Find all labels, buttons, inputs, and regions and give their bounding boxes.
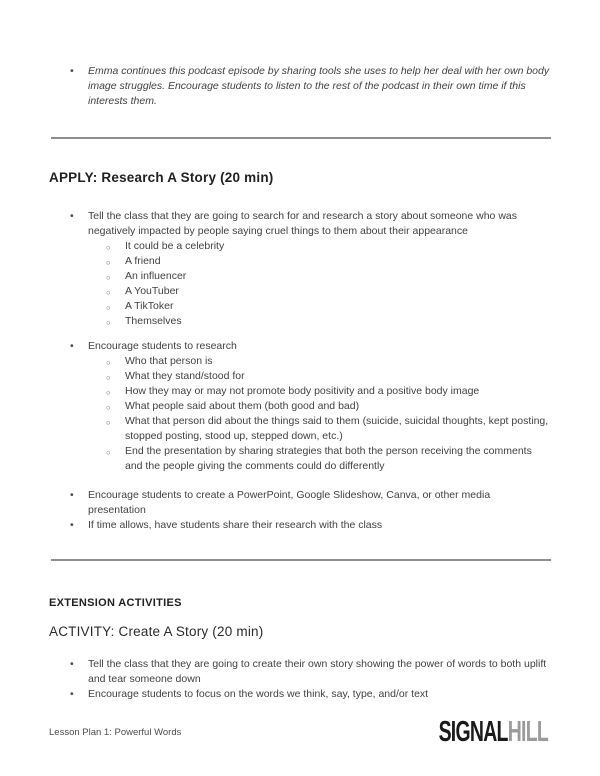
bullet-item: • If time allows, have students share their research with the class bbox=[49, 518, 550, 533]
footer-lesson-title: Lesson Plan 1: Powerful Words bbox=[49, 727, 182, 738]
sub-bullet-item: ○ A TikToker bbox=[49, 299, 550, 314]
sub-bullet-item: ○ What people said about them (both good and bad) bbox=[49, 399, 550, 414]
section-divider-top bbox=[51, 137, 551, 139]
sub-bullet-item: ○ End the presentation by sharing strategies that both the person receiving the comments and the people giving the comments could do differently bbox=[49, 444, 550, 474]
sub-bullet-item: ○ A YouTuber bbox=[49, 284, 550, 299]
bullet-item: • Tell the class that they are going to search for and research a story about someone who was negatively impacted by people saying cruel things to them about their appearance bbox=[49, 209, 550, 239]
sub-bullet-item: ○ How they may or may not promote body positivity and a positive body image bbox=[49, 384, 550, 399]
activity-heading: ACTIVITY: Create A Story (20 min) bbox=[49, 624, 264, 639]
bullet-item: • Encourage students to create a PowerPoint, Google Slideshow, Canva, or other media presentation bbox=[49, 488, 550, 518]
sub-bullet-item: ○ A friend bbox=[49, 254, 550, 269]
sub-bullet-item: ○ What they stand/stood for bbox=[49, 369, 550, 384]
apply-sublist-1 bbox=[49, 239, 550, 329]
extension-activities-heading: EXTENSION ACTIVITIES bbox=[49, 597, 182, 609]
logo-text-signal: SIGNAL bbox=[438, 715, 508, 748]
sub-bullet-item: ○ What that person did about the things said to them (suicide, suicidal thoughts, kept posting, stopped posting, stood up, stepped down, etc.) bbox=[49, 414, 550, 444]
apply-sublist-2 bbox=[49, 354, 550, 474]
intro-list bbox=[49, 64, 550, 109]
section-divider-bottom bbox=[51, 559, 551, 561]
sub-bullet-item: ○ It could be a celebrity bbox=[49, 239, 550, 254]
apply-section-heading: APPLY: Research A Story (20 min) bbox=[49, 170, 274, 185]
apply-bullet-list-2 bbox=[49, 339, 550, 354]
bullet-item: • Encourage students to focus on the words we think, say, type, and/or text bbox=[49, 687, 550, 702]
bullet-item: • Tell the class that they are going to create their own story showing the power of words to both uplift and tear someone down bbox=[49, 657, 550, 687]
sub-bullet-item: ○ Who that person is bbox=[49, 354, 550, 369]
extension-bullet-list bbox=[49, 657, 550, 702]
apply-bullet-list-1 bbox=[49, 209, 550, 239]
sub-bullet-item: ○ Themselves bbox=[49, 314, 550, 329]
intro-bullet: • Emma continues this podcast episode by sharing tools she uses to help her deal with her own body image struggles. Encourage students to listen to the rest of the podcast in their own time if this interests them. bbox=[49, 64, 550, 109]
signal-hill-logo bbox=[438, 715, 548, 748]
bullet-item: • Encourage students to research bbox=[49, 339, 550, 354]
logo-text-hill: HILL bbox=[507, 715, 548, 748]
sub-bullet-item: ○ An influencer bbox=[49, 269, 550, 284]
apply-bullet-list-3 bbox=[49, 488, 550, 533]
page-footer bbox=[49, 715, 548, 748]
